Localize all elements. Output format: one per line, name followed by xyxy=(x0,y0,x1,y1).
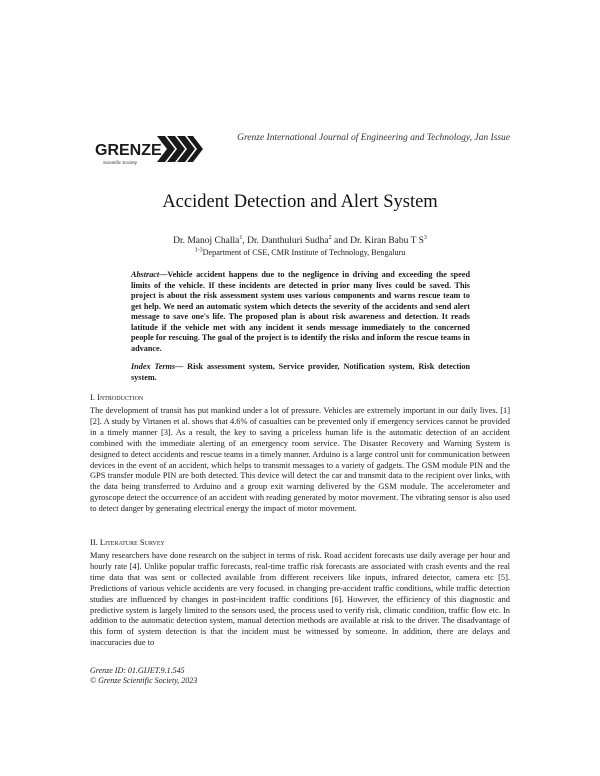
section-title: Introduction xyxy=(97,392,144,402)
author-2: , Dr. Danthuluri Sudha xyxy=(242,236,329,246)
affiliation-sup: 1-3 xyxy=(194,247,203,254)
author-1: Dr. Manoj Challa xyxy=(173,236,240,246)
abstract-text: —Vehicle accident happens due to the negligence in driving and exceeding the speed limits of the vehicle. If these incidents are detected in prior many lives could be saved. This project is about the risk assessment system uses various components and warns rescue team to get help. We need an automatic system which detects the severity of the accidents and send alert message to save one's life. The proposed plan is about risk awareness and detection. It reads latitude if the vehicle met with any incident it sends message immediately to the concerned people for rescuing. The goal of the project is to identify the risks and inform the rescue teams in advance. xyxy=(131,270,470,353)
abstract-lead: Abstract xyxy=(131,270,160,279)
literature-survey-body: Many researchers have done research on the subject in terms of risk. Road accident forecasts use daily average per hour and hourly rate [4]. Unlike popular traffic forecasts, real-time traffic risk forecasts are associated with crash events and the real time data that was sent or collected available from different receivers like inputs, infrared detector, camera etc [5]. Predictions of various vehicle accidents are very focused. in changing pre-accident traffic conditions, while traffic detection studies are influenced by changes in post-incident traffic conditions [6]. However, the efficiency of this diagnostic and predictive system is largely limited to the sensors used, the process used to verify risk, climatic condition, traffic flow etc. In addition to the automatic detection system, manual detection methods are available at risk to the driver. The disadvantage of this form of system detection is that the incident must be witnessed by someone. In addition, there are delays and inaccuracies due to xyxy=(90,551,510,648)
chevron-arrows-icon xyxy=(157,136,203,162)
section-number: II. xyxy=(90,537,100,547)
footer xyxy=(90,666,197,686)
section-number: I. xyxy=(90,392,98,402)
section-title: Literature Survey xyxy=(99,537,165,547)
logo-text: GRENZE xyxy=(95,142,162,159)
author-2-sup: 2 xyxy=(328,234,332,241)
section-heading-literature-survey xyxy=(90,537,165,547)
journal-name: Grenze International Journal of Engineering and Technology, Jan Issue xyxy=(237,133,510,143)
grenze-logo xyxy=(95,130,205,170)
index-terms-lead: Index Terms xyxy=(131,362,176,371)
copyright: © Grenze Scientific Society, 2023 xyxy=(90,676,198,685)
affiliation-text: Department of CSE, CMR Institute of Technology, Bengaluru xyxy=(202,248,406,257)
index-terms xyxy=(131,362,470,383)
grenze-id: Grenze ID: 01.GIJET.9.1.545 xyxy=(90,666,185,675)
author-3: and Dr. Kiran Babu T S xyxy=(331,236,424,246)
logo-subtext: Scientific Society xyxy=(103,160,138,165)
paper-title: Accident Detection and Alert System xyxy=(162,192,438,212)
abstract xyxy=(131,270,470,354)
grenze-logo-graphic xyxy=(95,130,205,170)
introduction-body: The development of transit has put mankind under a lot of pressure. Vehicles are extremely important in our daily lives. [1][2]. A study by Virtanen et al. shows that 4.6% of casualties can be prevented only if emergency services cannot be provided in a timely manner [3]. As a result, the key to saving a priceless human life is the automatic detection of an accident combined with the immediate alerting of an emergency room service. The Disaster Recovery and Warning System is designed to detect accidents and rescue teams in a timely manner. Arduino is a large control unit for communication between devices in the event of an accident, which helps to transmit messages to a variety of gadgets. The GSM module PIN and the GPS transfer module PIN are both detected. This device will detect the car and transmit data to the recipient over links, with the data being transferred to Arduino and a group exit warning delivered by the GSM module. The accelerometer and gyroscope detect the occurrence of an accident with reading generated by motor movement. The vibrating sensor is also used to detect danger by generating electrical energy the impact of motor movement. xyxy=(90,406,510,514)
section-heading-introduction xyxy=(90,392,143,402)
affiliation xyxy=(0,248,600,257)
author-1-sup: 1 xyxy=(239,234,243,241)
author-3-sup: 3 xyxy=(423,234,427,241)
author-list xyxy=(0,236,600,246)
index-terms-text: — Risk assessment system, Service provider, Notification system, Risk detection system. xyxy=(131,362,470,382)
